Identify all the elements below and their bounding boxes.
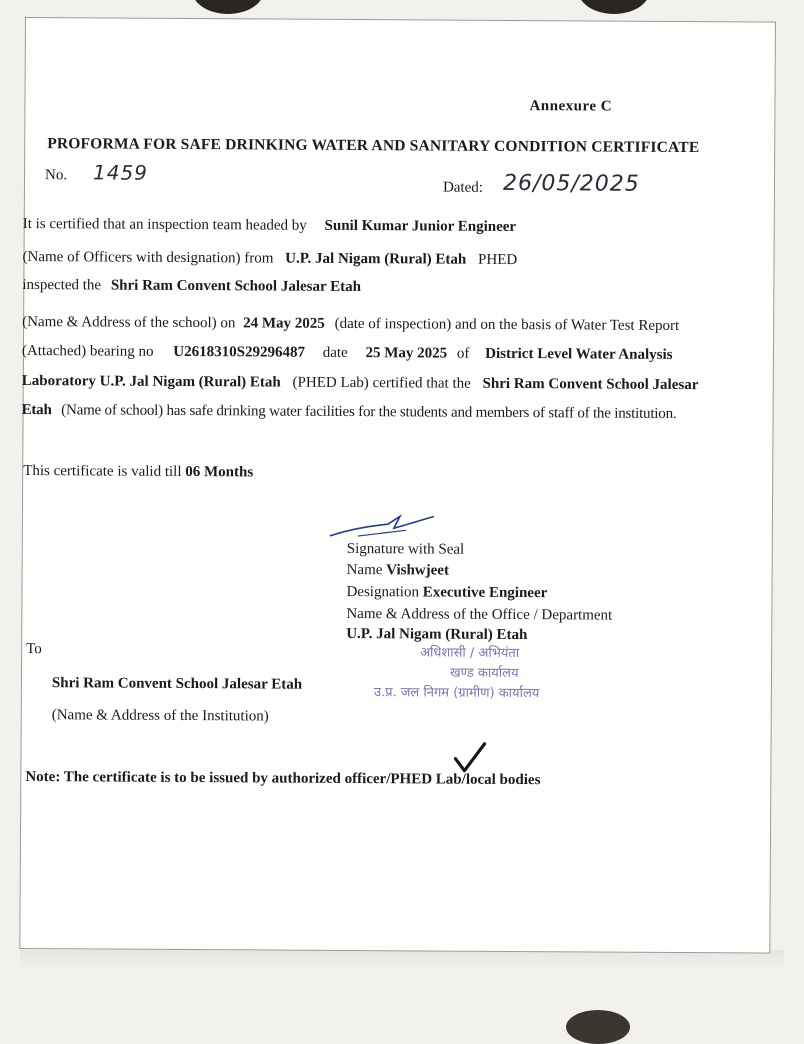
designation-line: Designation Executive Engineer bbox=[346, 583, 548, 602]
footer-note: Note: The certificate is to be issued by authorized officer/PHED Lab/local bodies bbox=[25, 769, 541, 789]
annexure-label: Annexure C bbox=[529, 98, 613, 115]
stamp-line-2: खण्ड कार्यालय bbox=[449, 665, 519, 682]
validity-period: 06 Months bbox=[185, 463, 254, 481]
stamp-line-3: उ.प्र. जल निगम (ग्रामीण) कार्यालय bbox=[373, 685, 540, 702]
school-name-part1: Shri Ram Convent School Jalesar bbox=[482, 375, 699, 394]
certificate-title: PROFORMA FOR SAFE DRINKING WATER AND SANITARY CONDITION CERTIFICATE bbox=[47, 135, 700, 157]
report-date: 25 May 2025 bbox=[365, 345, 448, 362]
designation-value: Executive Engineer bbox=[422, 584, 548, 602]
body-line-5: (Attached) bearing no U2618310S29296487 date 25 May 2025 of District Level Water Analysis bbox=[21, 342, 673, 363]
institution-label: (Name & Address of the Institution) bbox=[51, 707, 269, 725]
body-line-4: (Name & Address of the school) on 24 May 2025 (date of inspection) and on the basis of Water Test Report bbox=[22, 313, 680, 335]
inspection-date: 24 May 2025 bbox=[243, 315, 325, 332]
stamp-line-1: अधिशासी / अभियंता bbox=[420, 645, 520, 662]
lab-name-part2: Laboratory U.P. Jal Nigam (Rural) Etah bbox=[21, 372, 281, 391]
school-name: Shri Ram Convent School Jalesar Etah bbox=[110, 277, 362, 296]
certificate-number: 1459 bbox=[92, 160, 149, 185]
to-label: To bbox=[26, 641, 42, 658]
school-name-part2: Etah bbox=[21, 401, 52, 419]
signatory-name: Vishwjeet bbox=[386, 562, 450, 579]
number-label: No. bbox=[44, 167, 68, 184]
camera-edge-shadow bbox=[578, 0, 650, 14]
dated-label: Dated: bbox=[442, 179, 483, 196]
body-line-6: Laboratory U.P. Jal Nigam (Rural) Etah (PHED Lab) certified that the Shri Ram Convent School Jalesar bbox=[21, 372, 699, 394]
lab-name-part1: District Level Water Analysis bbox=[485, 345, 673, 363]
report-number: U2618310S29296487 bbox=[173, 343, 306, 361]
officer-name: Sunil Kumar Junior Engineer bbox=[324, 217, 517, 236]
camera-edge-shadow bbox=[192, 0, 264, 14]
certificate-sheet bbox=[19, 17, 776, 954]
body-line-7: Etah (Name of school) has safe drinking water facilities for the students and members of staff of the institution. bbox=[21, 401, 677, 422]
body-line-2: (Name of Officers with designation) from U.P. Jal Nigam (Rural) Etah PHED bbox=[22, 248, 518, 269]
validity-line: This certificate is valid till 06 Months bbox=[23, 462, 254, 481]
sheet-shadow bbox=[20, 950, 784, 970]
signature-label: Signature with Seal bbox=[346, 540, 465, 558]
body-line-3: inspected the Shri Ram Convent School Jalesar Etah bbox=[22, 276, 362, 296]
body-line-1: It is certified that an inspection team headed by Sunil Kumar Junior Engineer bbox=[22, 215, 517, 236]
office-value: U.P. Jal Nigam (Rural) Etah bbox=[346, 625, 528, 644]
signatory-name-line: Name Vishwjeet bbox=[346, 561, 450, 579]
office-label: Name & Address of the Office / Department bbox=[346, 605, 613, 624]
dated-value: 26/05/2025 bbox=[502, 170, 640, 197]
camera-edge-shadow bbox=[566, 1010, 630, 1044]
recipient-institution: Shri Ram Convent School Jalesar Etah bbox=[51, 675, 303, 693]
signature-scribble bbox=[328, 506, 438, 545]
department-name: U.P. Jal Nigam (Rural) Etah bbox=[285, 250, 467, 268]
